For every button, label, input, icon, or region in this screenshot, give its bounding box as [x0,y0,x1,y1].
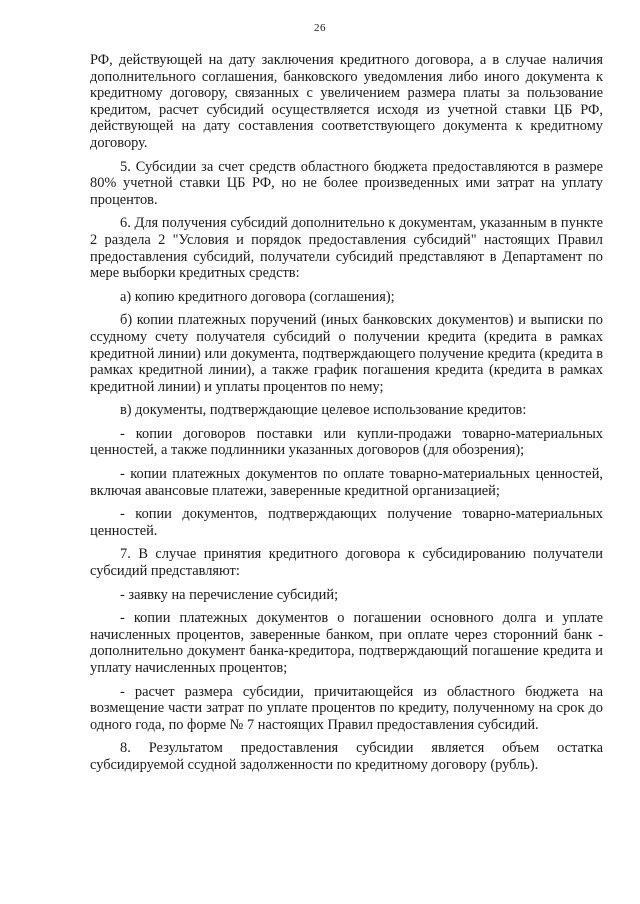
paragraph-6v: в) документы, подтверждающие целевое использование кредитов: [120,402,527,419]
list-item-payment-documents: - копии платежных документов по оплате товарно-материальных ценностей, включая авансовые платежи, заверенные кредитной организацией; [90,466,603,499]
page-number: 26 [314,22,326,34]
paragraph-5: 5. Субсидии за счет средств областного бюджета предоставляются в размере 80% учетной ставки ЦБ РФ, но не более произведенных ими затрат на уплату процентов. [90,158,603,208]
paragraph-6: 6. Для получения субсидий дополнительно к документам, указанным в пункте 2 раздела 2 "Условия и порядок предоставления субсидий" настоящих Правил предоставления субсидий, получатели субсидий представляют в Департамент по мере выборки кредитных средств: [90,215,603,282]
list-item-repayment-documents: - копии платежных документов о погашении основного долга и уплате начисленных процентов, заверенные банком, при оплате через сторонний банк - дополнительно документ банка-кредитора, подтверждающий погашение кредита и уплату начисленных процентов; [90,610,603,676]
list-item-transfer-request: - заявку на перечисление субсидий; [120,586,339,603]
paragraph-6b: б) копии платежных поручений (иных банковских документов) и выписки по ссудному счету получателя субсидий о получении кредита (кредита в рамках кредитной линии) или документа, подтверждающего получение кредита (кредита в рамках кредитной линии), а также график погашения кредита (кредита в рамках кредитной линии) и уплаты процентов по нему; [90,312,603,395]
list-item-subsidy-calculation: - расчет размера субсидии, причитающейся из областного бюджета на возмещение части затрат по уплате процентов по кредиту, полученному на срок до одного года, по форме № 7 настоящих Правил предоставления субсидий. [90,683,603,733]
paragraph-6a: а) копию кредитного договора (соглашения); [120,288,395,305]
paragraph-continuation: РФ, действующей на дату заключения кредитного договора, а в случае наличия дополнительного соглашения, банковского уведомления либо иного документа к кредитному договору, связанных с увеличением размера платы за пользование кредитом, расчет субсидий осуществляется исходя из учетной ставки ЦБ РФ, действующей на дату составления соответствующего документа к кредитному договору. [90,52,603,151]
paragraph-8: 8. Результатом предоставления субсидии является объем остатка субсидируемой ссудной задолженности по кредитному договору (рубль). [90,740,603,773]
list-item-supply-contracts: - копии договоров поставки или купли-продажи товарно-материальных ценностей, а также подлинники указанных договоров (для обозрения); [90,425,603,459]
document-body [90,52,603,781]
paragraph-7: 7. В случае принятия кредитного договора к субсидированию получатели субсидий представляют: [90,546,603,580]
list-item-receipt-documents: - копии документов, подтверждающих получение товарно-материальных ценностей. [90,506,603,539]
